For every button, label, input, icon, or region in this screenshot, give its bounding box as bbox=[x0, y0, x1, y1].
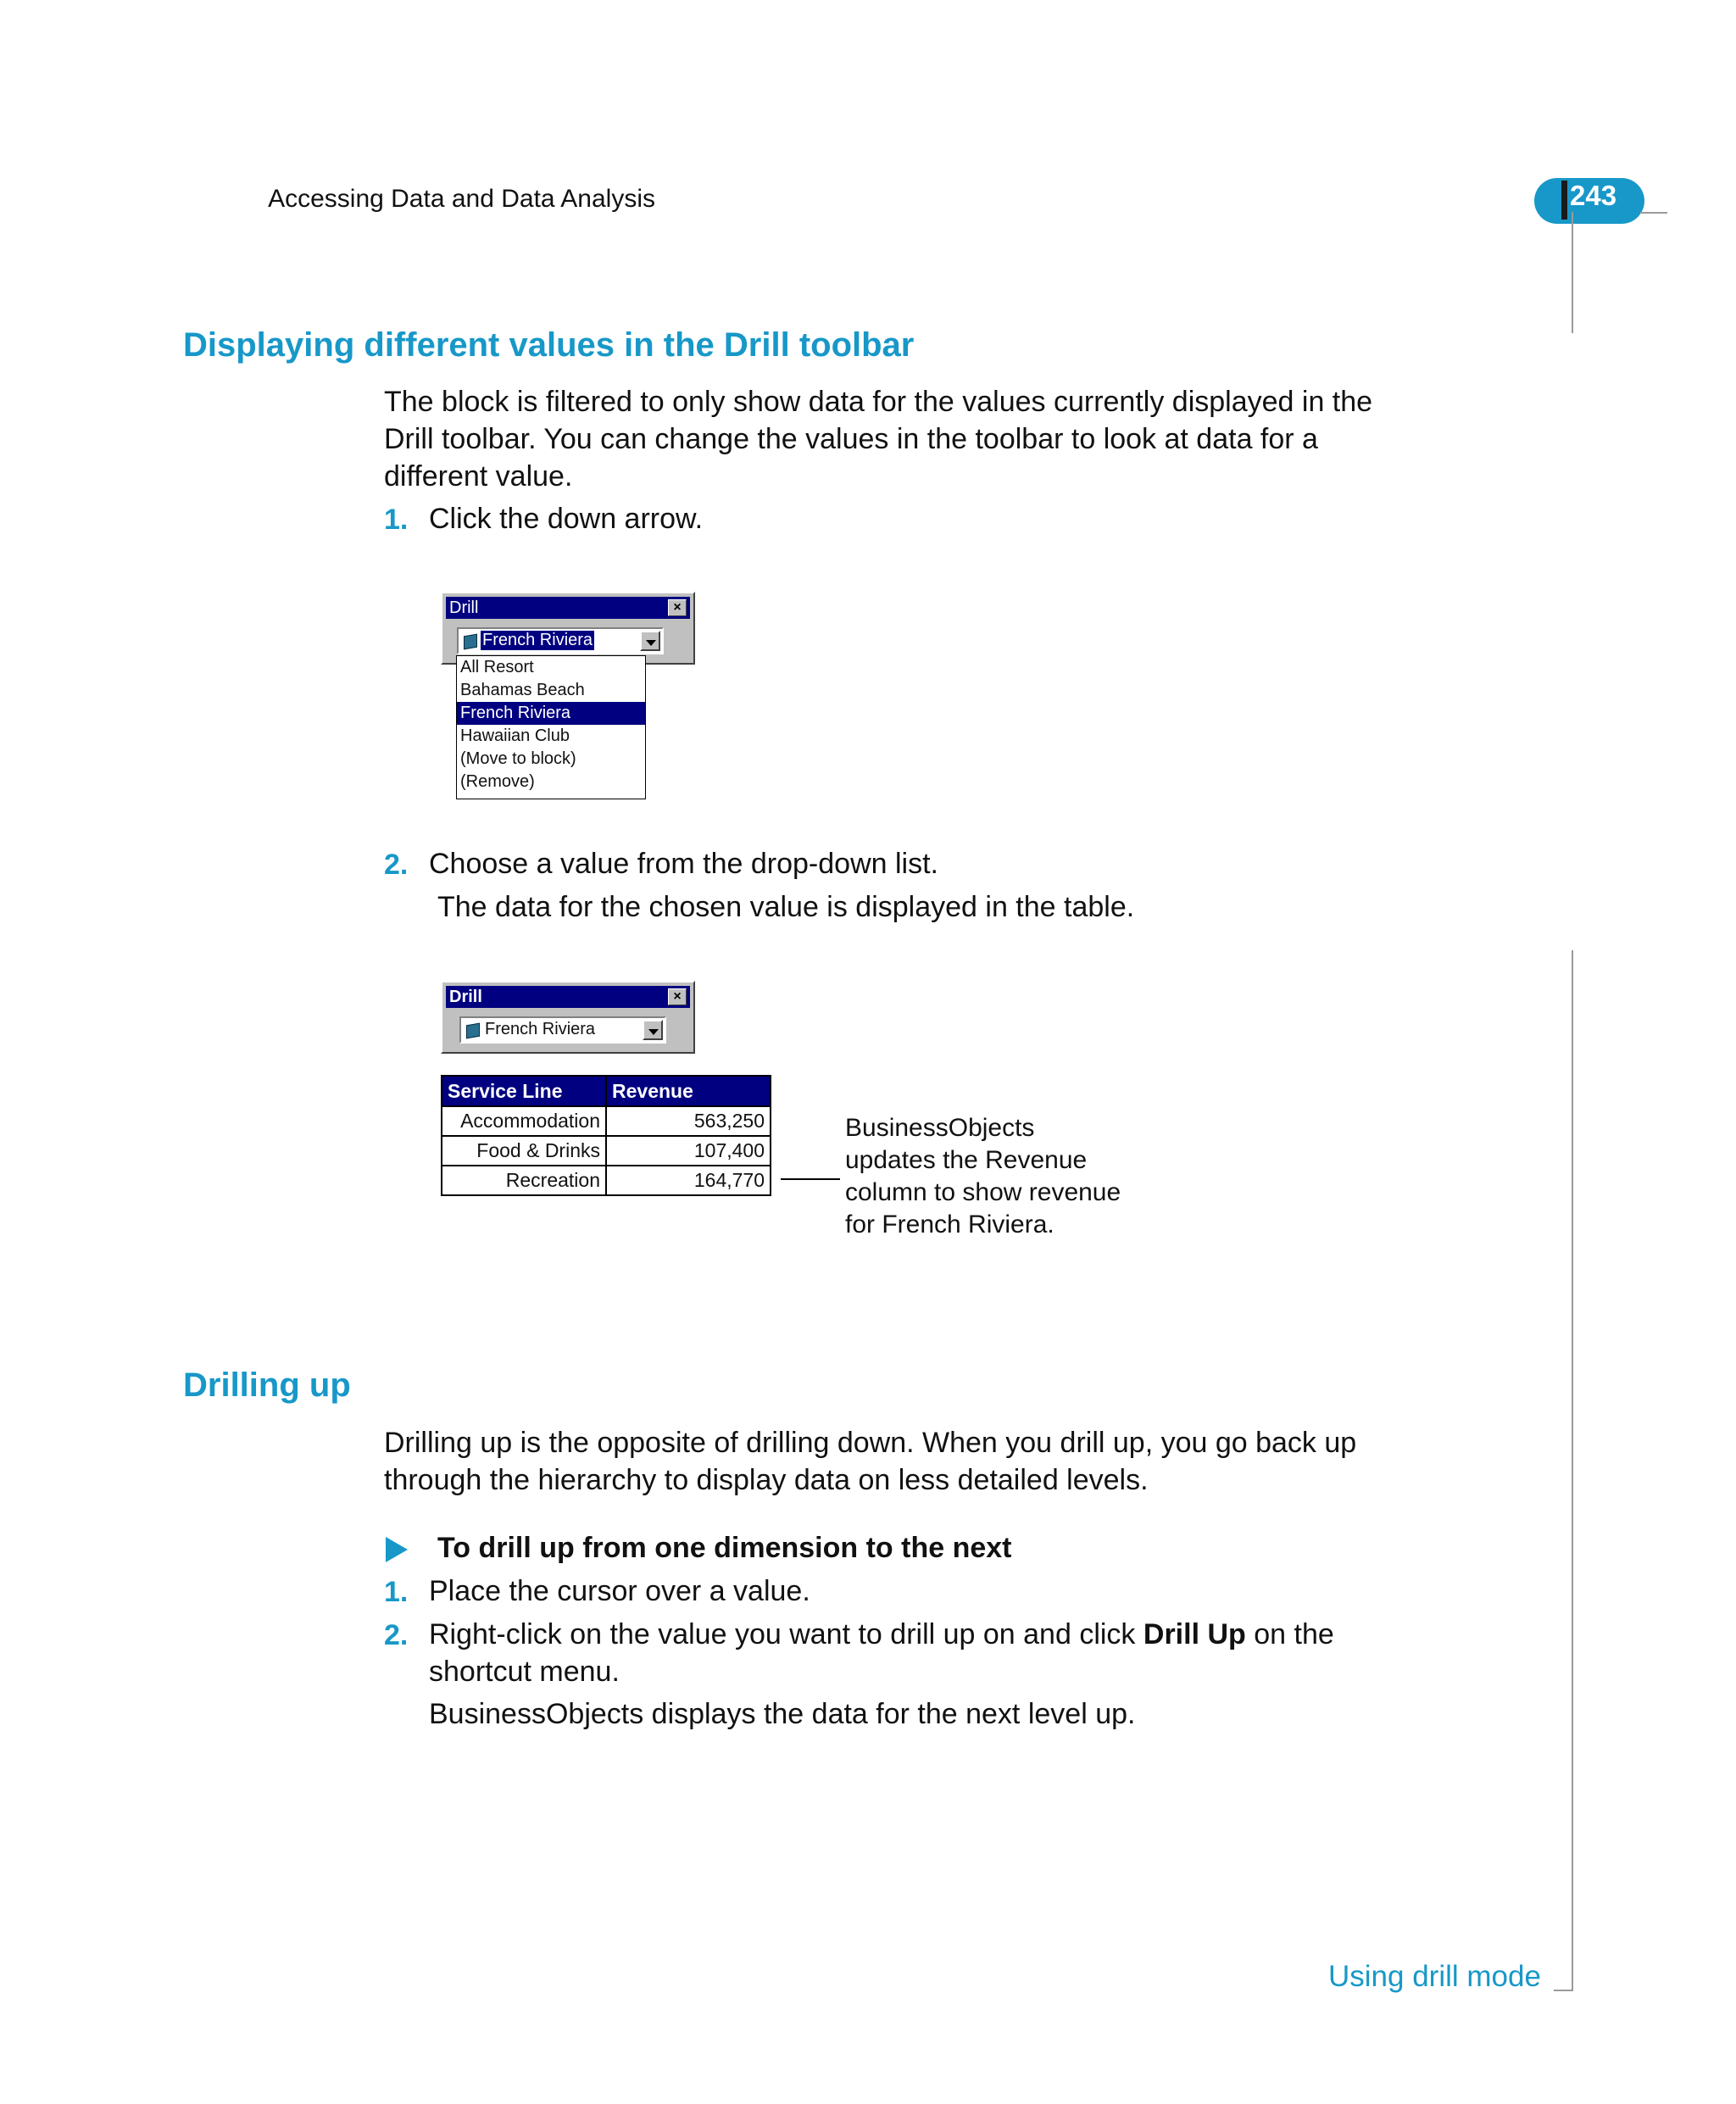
cube-icon bbox=[464, 634, 477, 650]
table-row bbox=[442, 1166, 771, 1195]
dropdown-option-selected[interactable]: French Riviera bbox=[457, 702, 645, 725]
close-icon[interactable]: × bbox=[668, 599, 687, 616]
dropdown-option[interactable]: Hawaiian Club bbox=[460, 726, 570, 745]
procedure-title: To drill up from one dimension to the next bbox=[437, 1532, 1012, 1564]
revenue-cell[interactable]: 563,250 bbox=[606, 1106, 771, 1136]
drill-toolbar bbox=[441, 981, 695, 1054]
toolbar-title-bar: Drill × bbox=[446, 597, 690, 619]
step-number: 1. bbox=[384, 1576, 409, 1608]
drill-toolbar bbox=[441, 592, 695, 665]
dropdown-option[interactable]: All Resort bbox=[460, 658, 534, 676]
callout-leader-line bbox=[781, 1178, 840, 1180]
drill-value-select[interactable] bbox=[459, 1016, 666, 1044]
step-text: Place the cursor over a value. bbox=[429, 1575, 810, 1607]
page-tab-mark bbox=[1561, 181, 1567, 220]
step-number: 2. bbox=[384, 849, 409, 881]
selected-value: French Riviera bbox=[482, 631, 593, 649]
revenue-cell[interactable]: 107,400 bbox=[606, 1136, 771, 1166]
toolbar-title-bar: Drill × bbox=[446, 986, 690, 1008]
drill-value-select[interactable] bbox=[457, 627, 664, 654]
section-heading: Displaying different values in the Drill toolbar bbox=[183, 326, 915, 364]
step-number: 1. bbox=[384, 504, 409, 536]
service-line-cell[interactable]: Recreation bbox=[442, 1166, 606, 1195]
running-head: Accessing Data and Data Analysis bbox=[268, 185, 655, 213]
menu-command: Drill Up bbox=[1143, 1618, 1246, 1650]
callout-text: BusinessObjects updates the Revenue column to show revenue for French Riviera. bbox=[845, 1114, 1121, 1238]
margin-rule bbox=[1572, 212, 1573, 333]
dropdown-arrow-button[interactable] bbox=[640, 631, 660, 651]
page-number: 243 bbox=[1570, 180, 1617, 211]
dropdown-option[interactable]: Bahamas Beach bbox=[460, 681, 585, 699]
selected-value: French Riviera bbox=[485, 1020, 596, 1038]
step-result: The data for the chosen value is displayed in the table. bbox=[437, 891, 1135, 923]
table-header-row bbox=[442, 1076, 771, 1106]
dropdown-option[interactable]: (Remove) bbox=[460, 772, 535, 791]
table-row bbox=[442, 1106, 771, 1136]
revenue-cell[interactable]: 164,770 bbox=[606, 1166, 771, 1195]
column-header: Revenue bbox=[606, 1076, 771, 1106]
service-line-cell[interactable]: Accommodation bbox=[442, 1106, 606, 1136]
close-icon[interactable]: × bbox=[668, 988, 687, 1005]
step-number: 2. bbox=[384, 1619, 409, 1651]
cube-icon bbox=[466, 1023, 480, 1039]
dropdown-list bbox=[456, 655, 646, 799]
step-text: Right-click on the value you want to drill up on and click Drill Up on the shortcut menu. bbox=[429, 1618, 1334, 1688]
footer-section-title: Using drill mode bbox=[1328, 1960, 1541, 1993]
dropdown-arrow-button[interactable] bbox=[643, 1020, 663, 1040]
intro-paragraph: The block is filtered to only show data for the values currently displayed in the Drill toolbar. You can change the values in the toolbar to look at data for a different value. bbox=[384, 386, 1373, 493]
section-heading: Drilling up bbox=[183, 1366, 351, 1404]
table-row bbox=[442, 1136, 771, 1166]
triangle-right-icon bbox=[386, 1537, 408, 1562]
intro-paragraph: Drilling up is the opposite of drilling down. When you drill up, you go back up through the hierarchy to display data on less detailed levels. bbox=[384, 1427, 1357, 1496]
step-result: BusinessObjects displays the data for the next level up. bbox=[429, 1698, 1136, 1730]
margin-rule bbox=[1572, 950, 1573, 1991]
step-text: Click the down arrow. bbox=[429, 503, 704, 535]
dropdown-option[interactable]: (Move to block) bbox=[460, 749, 576, 768]
margin-rule bbox=[1640, 212, 1667, 214]
service-line-cell[interactable]: Food & Drinks bbox=[442, 1136, 606, 1166]
revenue-table bbox=[441, 1075, 771, 1196]
step-text: Choose a value from the drop-down list. bbox=[429, 848, 938, 880]
column-header: Service Line bbox=[442, 1076, 606, 1106]
margin-rule bbox=[1554, 1990, 1573, 1991]
